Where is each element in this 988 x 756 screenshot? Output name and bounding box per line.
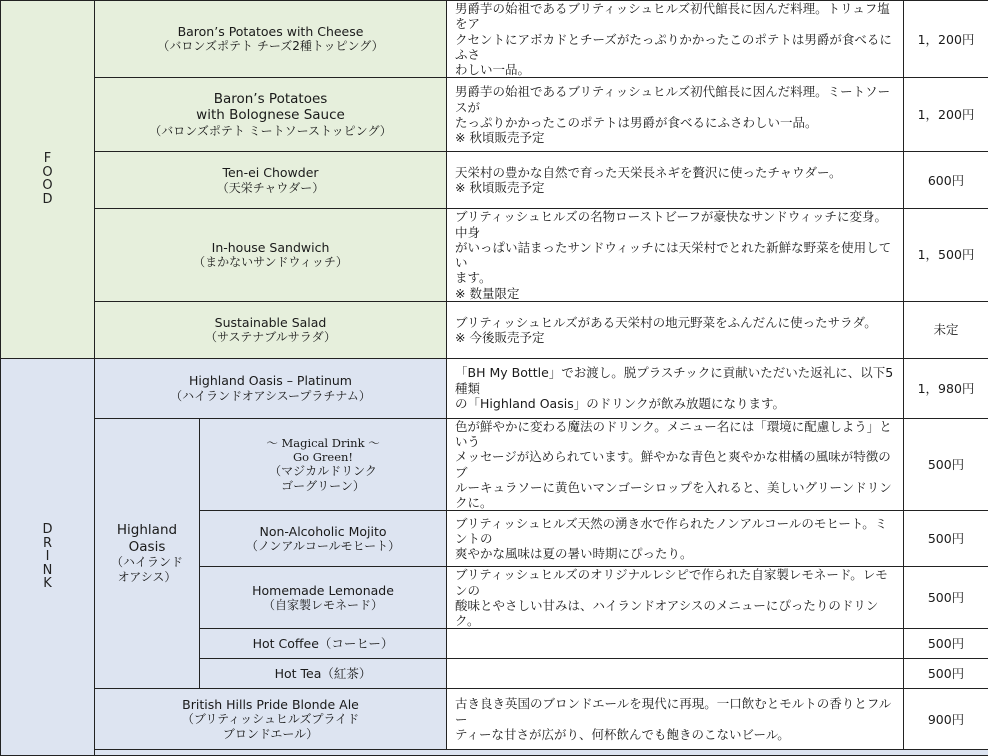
item-price: 600円 [904, 152, 988, 209]
item-price: 500円 [904, 659, 988, 689]
food-category-cell [1, 1, 95, 359]
item-description: 古き良き英国のブロンドエールを現代に再現。一口飲むとモルトの香りとフルー ティーな甘さが広がり、何杯飲んでも飽きのこないビール。 [447, 689, 904, 750]
item-price: 500円 [904, 567, 988, 629]
item-name: Hot Tea（紅茶） [200, 659, 447, 689]
drink-row [1, 689, 988, 750]
item-price: 500円 [904, 418, 988, 511]
item-name: Baron’s Potatoes with Cheese （バロンズポテト チーズ2種トッピング） [95, 1, 447, 78]
item-description: ブリティッシュヒルズのオリジナルレシピで作られた自家製レモネード。レモンの 酸味とやさしい甘みは、ハイランドオアシスのメニューにぴったりのドリンク。 [447, 567, 904, 629]
food-category-label: F O O D [42, 152, 52, 207]
item-description: 男爵芋の始祖であるブリティッシュヒルズ初代館長に因んだ料理。ミートソースが たっぷりかかったこのポテトは男爵が食べるにふさわしい一品。 ※ 秋頃販売予定 [447, 78, 904, 152]
item-name: Hot Coffee（コーヒー） [200, 629, 447, 659]
item-price: 未定 [904, 301, 988, 358]
item-price: 500円 [904, 511, 988, 567]
item-description: ブリティッシュヒルズがある天栄村の地元野菜をふんだんに使ったサラダ。 ※ 今後販売予定 [447, 301, 904, 358]
item-name: Highland Oasis – Platinum （ハイランドオアシスープラチナム） [95, 358, 447, 418]
drink-row [1, 358, 988, 418]
item-description: ブリティッシュヒルズ天然の湧き水で作られたノンアルコールのモヒート。ミントの 爽やかな風味は夏の暑い時期にぴったり。 [447, 511, 904, 567]
food-row [1, 301, 988, 358]
item-name: British Hills Pride Blonde Ale （ブリティッシュヒルズプライド ブロンドエール） [95, 689, 447, 750]
drink-row [1, 418, 988, 511]
item-price: 900円 [904, 689, 988, 750]
food-row [1, 78, 988, 152]
item-name: Ten-ei Chowder （天栄チャウダー） [95, 152, 447, 209]
item-price: 1，980円 [904, 358, 988, 418]
food-row [1, 209, 988, 302]
item-description: 「BH My Bottle」でお渡し。脱プラスチックに貢献いただいた返礼に、以下5種類 の「Highland Oasis」のドリンクが飲み放題になります。 [447, 358, 904, 418]
item-name: In-house Sandwich （まかないサンドウィッチ） [95, 209, 447, 302]
item-name: Baron’s Potatoes with Bolognese Sauce （バロンズポテト ミートソーストッピング） [95, 78, 447, 152]
item-price: 1，500円 [904, 209, 988, 302]
item-name: ～ Magical Drink ～ Go Green! （マジカルドリンク ゴーグリーン） [200, 418, 447, 511]
bottom-spacer-row [1, 750, 988, 756]
highland-oasis-group-label: Highland Oasis （ハイランド オアシス） [95, 418, 200, 689]
item-price: 500円 [904, 629, 988, 659]
item-description: 色が鮮やかに変わる魔法のドリンク。メニュー名には「環境に配慮しよう」という メッセージが込められています。鮮やかな青色と爽やかな柑橘の風味が特徴のブ ルーキュラソーに黄色いマンゴーシロップを入れると、美しいグリーンドリンクに。 [447, 418, 904, 511]
food-row [1, 1, 988, 78]
item-description: ブリティッシュヒルズの名物ローストビーフが豪快なサンドウィッチに変身。中身 がいっぱい詰まったサンドウィッチには天栄村でとれた新鮮な野菜を使用してい ます。 ※ 数量限定 [447, 209, 904, 302]
item-description: 天栄村の豊かな自然で育った天栄長ネギを贅沢に使ったチャウダー。 ※ 秋頃販売予定 [447, 152, 904, 209]
item-description: 男爵芋の始祖であるブリティッシュヒルズ初代館長に因んだ料理。トリュフ塩をア クセントにアボカドとチーズがたっぷりかかったこのポテトは男爵が食べるにふさ わしい一品。 [447, 1, 904, 78]
bottom-spacer [95, 750, 988, 756]
item-price: 1，200円 [904, 1, 988, 78]
item-description-empty [447, 629, 904, 659]
item-name: Non-Alcoholic Mojito （ノンアルコールモヒート） [200, 511, 447, 567]
item-name: Homemade Lemonade （自家製レモネード） [200, 567, 447, 629]
item-description-empty [447, 659, 904, 689]
item-price: 1，200円 [904, 78, 988, 152]
drink-category-label: D R I N K [42, 523, 52, 591]
drink-category-cell [1, 358, 95, 756]
item-name: Sustainable Salad （サステナブルサラダ） [95, 301, 447, 358]
food-row [1, 152, 988, 209]
